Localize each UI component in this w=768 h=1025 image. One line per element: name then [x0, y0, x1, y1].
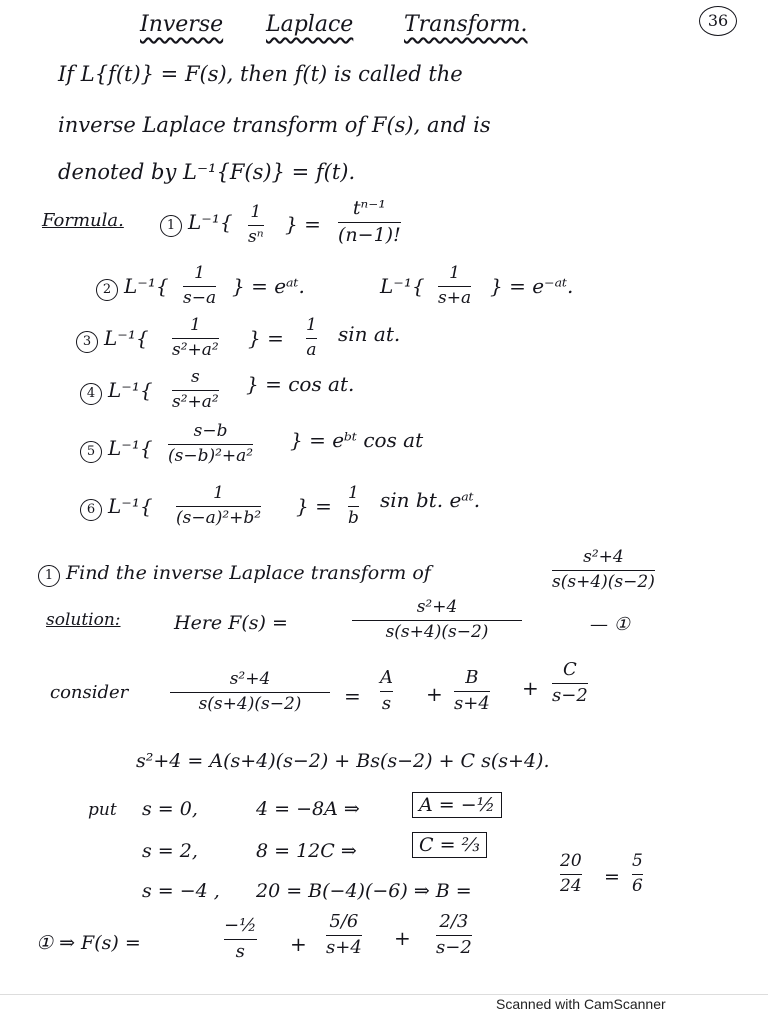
problem-statement: 1 Find the inverse Laplace transform of [38, 562, 431, 587]
sub-1-eq: 4 = −8A ⇒ [256, 798, 360, 820]
formula-6-rhs-fraction: 1 b [348, 483, 359, 528]
title-word-laplace: Laplace [266, 12, 354, 37]
formula-1-lhs-fraction: 1 sⁿ [248, 202, 264, 247]
formula-2-a-lhs: 2 L⁻¹{ [96, 274, 169, 301]
formula-2-number: 2 [96, 279, 118, 301]
formula-1-eq: } = [285, 212, 321, 236]
formula-6-lhs: 6 L⁻¹{ [80, 494, 153, 521]
formula-3-eq: } = [248, 326, 284, 350]
page-number: 36 [699, 6, 737, 36]
formula-1-lhs: 1 L⁻¹{ [160, 210, 233, 237]
problem-fraction: s²+4 s(s+4)(s−2) [552, 547, 655, 592]
formula-2-a-fraction: 1 s−a [183, 263, 217, 308]
formula-4-lhs: 4 L⁻¹{ [80, 378, 153, 405]
partial-c: C s−2 [552, 659, 588, 706]
intro-line-2: inverse Laplace transform of F(s), and is [58, 113, 491, 137]
result-b-eq: = [604, 866, 620, 888]
formula-6-number: 6 [80, 499, 102, 521]
formula-4-rhs: } = cos at. [246, 372, 355, 396]
formula-5-fraction: s−b (s−b)²+a² [168, 421, 254, 466]
consider-label: consider [50, 682, 129, 703]
formula-5-lhs: 5 L⁻¹{ [80, 436, 153, 463]
expansion-line: s²+4 = A(s+4)(s−2) + Bs(s−2) + C s(s+4). [136, 750, 550, 772]
plus-2: + [522, 676, 539, 700]
formula-1-rhs-fraction: tⁿ⁻¹ (n−1)! [338, 197, 401, 246]
final-term-1: −½ s [224, 915, 257, 962]
plus-1: + [426, 682, 443, 706]
problem-number: 1 [38, 565, 60, 587]
intro-line-3: denoted by L⁻¹{F(s)} = f(t). [58, 160, 356, 184]
formula-6-tail: sin bt. eᵃᵗ. [380, 488, 481, 512]
scanner-watermark: Scanned with CamScanner [496, 996, 666, 1012]
formula-2-b-rhs: } = e⁻ᵃᵗ. [490, 274, 574, 298]
formula-label: Formula. [42, 210, 124, 231]
final-term-2: 5/6 s+4 [326, 911, 362, 958]
solution-here: Here F(s) = [174, 612, 288, 634]
formula-4-number: 4 [80, 383, 102, 405]
formula-3-number: 3 [76, 331, 98, 353]
result-c-box: C = ⅔ [412, 832, 487, 858]
formula-2-a-rhs: } = eᵃᵗ. [232, 274, 305, 298]
result-b-fraction-1: 20 24 [560, 851, 582, 896]
formula-3-tail: sin at. [338, 322, 401, 346]
put-label: put [88, 800, 117, 820]
formula-2-b-lhs: L⁻¹{ [380, 274, 425, 298]
formula-3-rhs-fraction: 1 a [306, 315, 317, 360]
formula-3-lhs: 3 L⁻¹{ [76, 326, 149, 353]
final-plus-2: + [394, 926, 411, 950]
formula-6-fraction: 1 (s−a)²+b² [176, 483, 262, 528]
final-term-3: 2/3 s−2 [436, 911, 472, 958]
solution-label: solution: [46, 610, 121, 630]
sub-3-eq: 20 = B(−4)(−6) ⇒ B = [256, 880, 472, 902]
sub-1-lhs: s = 0, [142, 798, 198, 820]
partial-b: B s+4 [454, 667, 490, 714]
title-word-transform: Transform. [404, 12, 528, 37]
consider-eq: = [344, 684, 361, 708]
formula-5-number: 5 [80, 441, 102, 463]
solution-fraction: s²+4 s(s+4)(s−2) [352, 598, 522, 642]
intro-line-1: If L{f(t)} = F(s), then f(t) is called the [58, 62, 463, 86]
final-prefix: ① ⇒ F(s) = [36, 932, 141, 954]
final-plus-1: + [290, 932, 307, 956]
formula-5-rhs: } = eᵇᵗ cos at [290, 428, 424, 452]
result-b-fraction-2: 5 6 [632, 851, 643, 896]
sub-2-eq: 8 = 12C ⇒ [256, 840, 357, 862]
consider-fraction: s²+4 s(s+4)(s−2) [170, 670, 330, 714]
sub-3-lhs: s = −4 , [142, 880, 220, 902]
formula-4-fraction: s s²+a² [172, 367, 219, 412]
solution-eq-tag: — ① [590, 614, 630, 635]
partial-a: A s [380, 667, 393, 714]
formula-6-eq: } = [296, 494, 332, 518]
formula-3-fraction: 1 s²+a² [172, 315, 219, 360]
title-word-inverse: Inverse [140, 12, 224, 37]
sub-2-lhs: s = 2, [142, 840, 198, 862]
result-a-box: A = −½ [412, 792, 502, 818]
formula-2-b-fraction: 1 s+a [438, 263, 472, 308]
formula-1-number: 1 [160, 215, 182, 237]
